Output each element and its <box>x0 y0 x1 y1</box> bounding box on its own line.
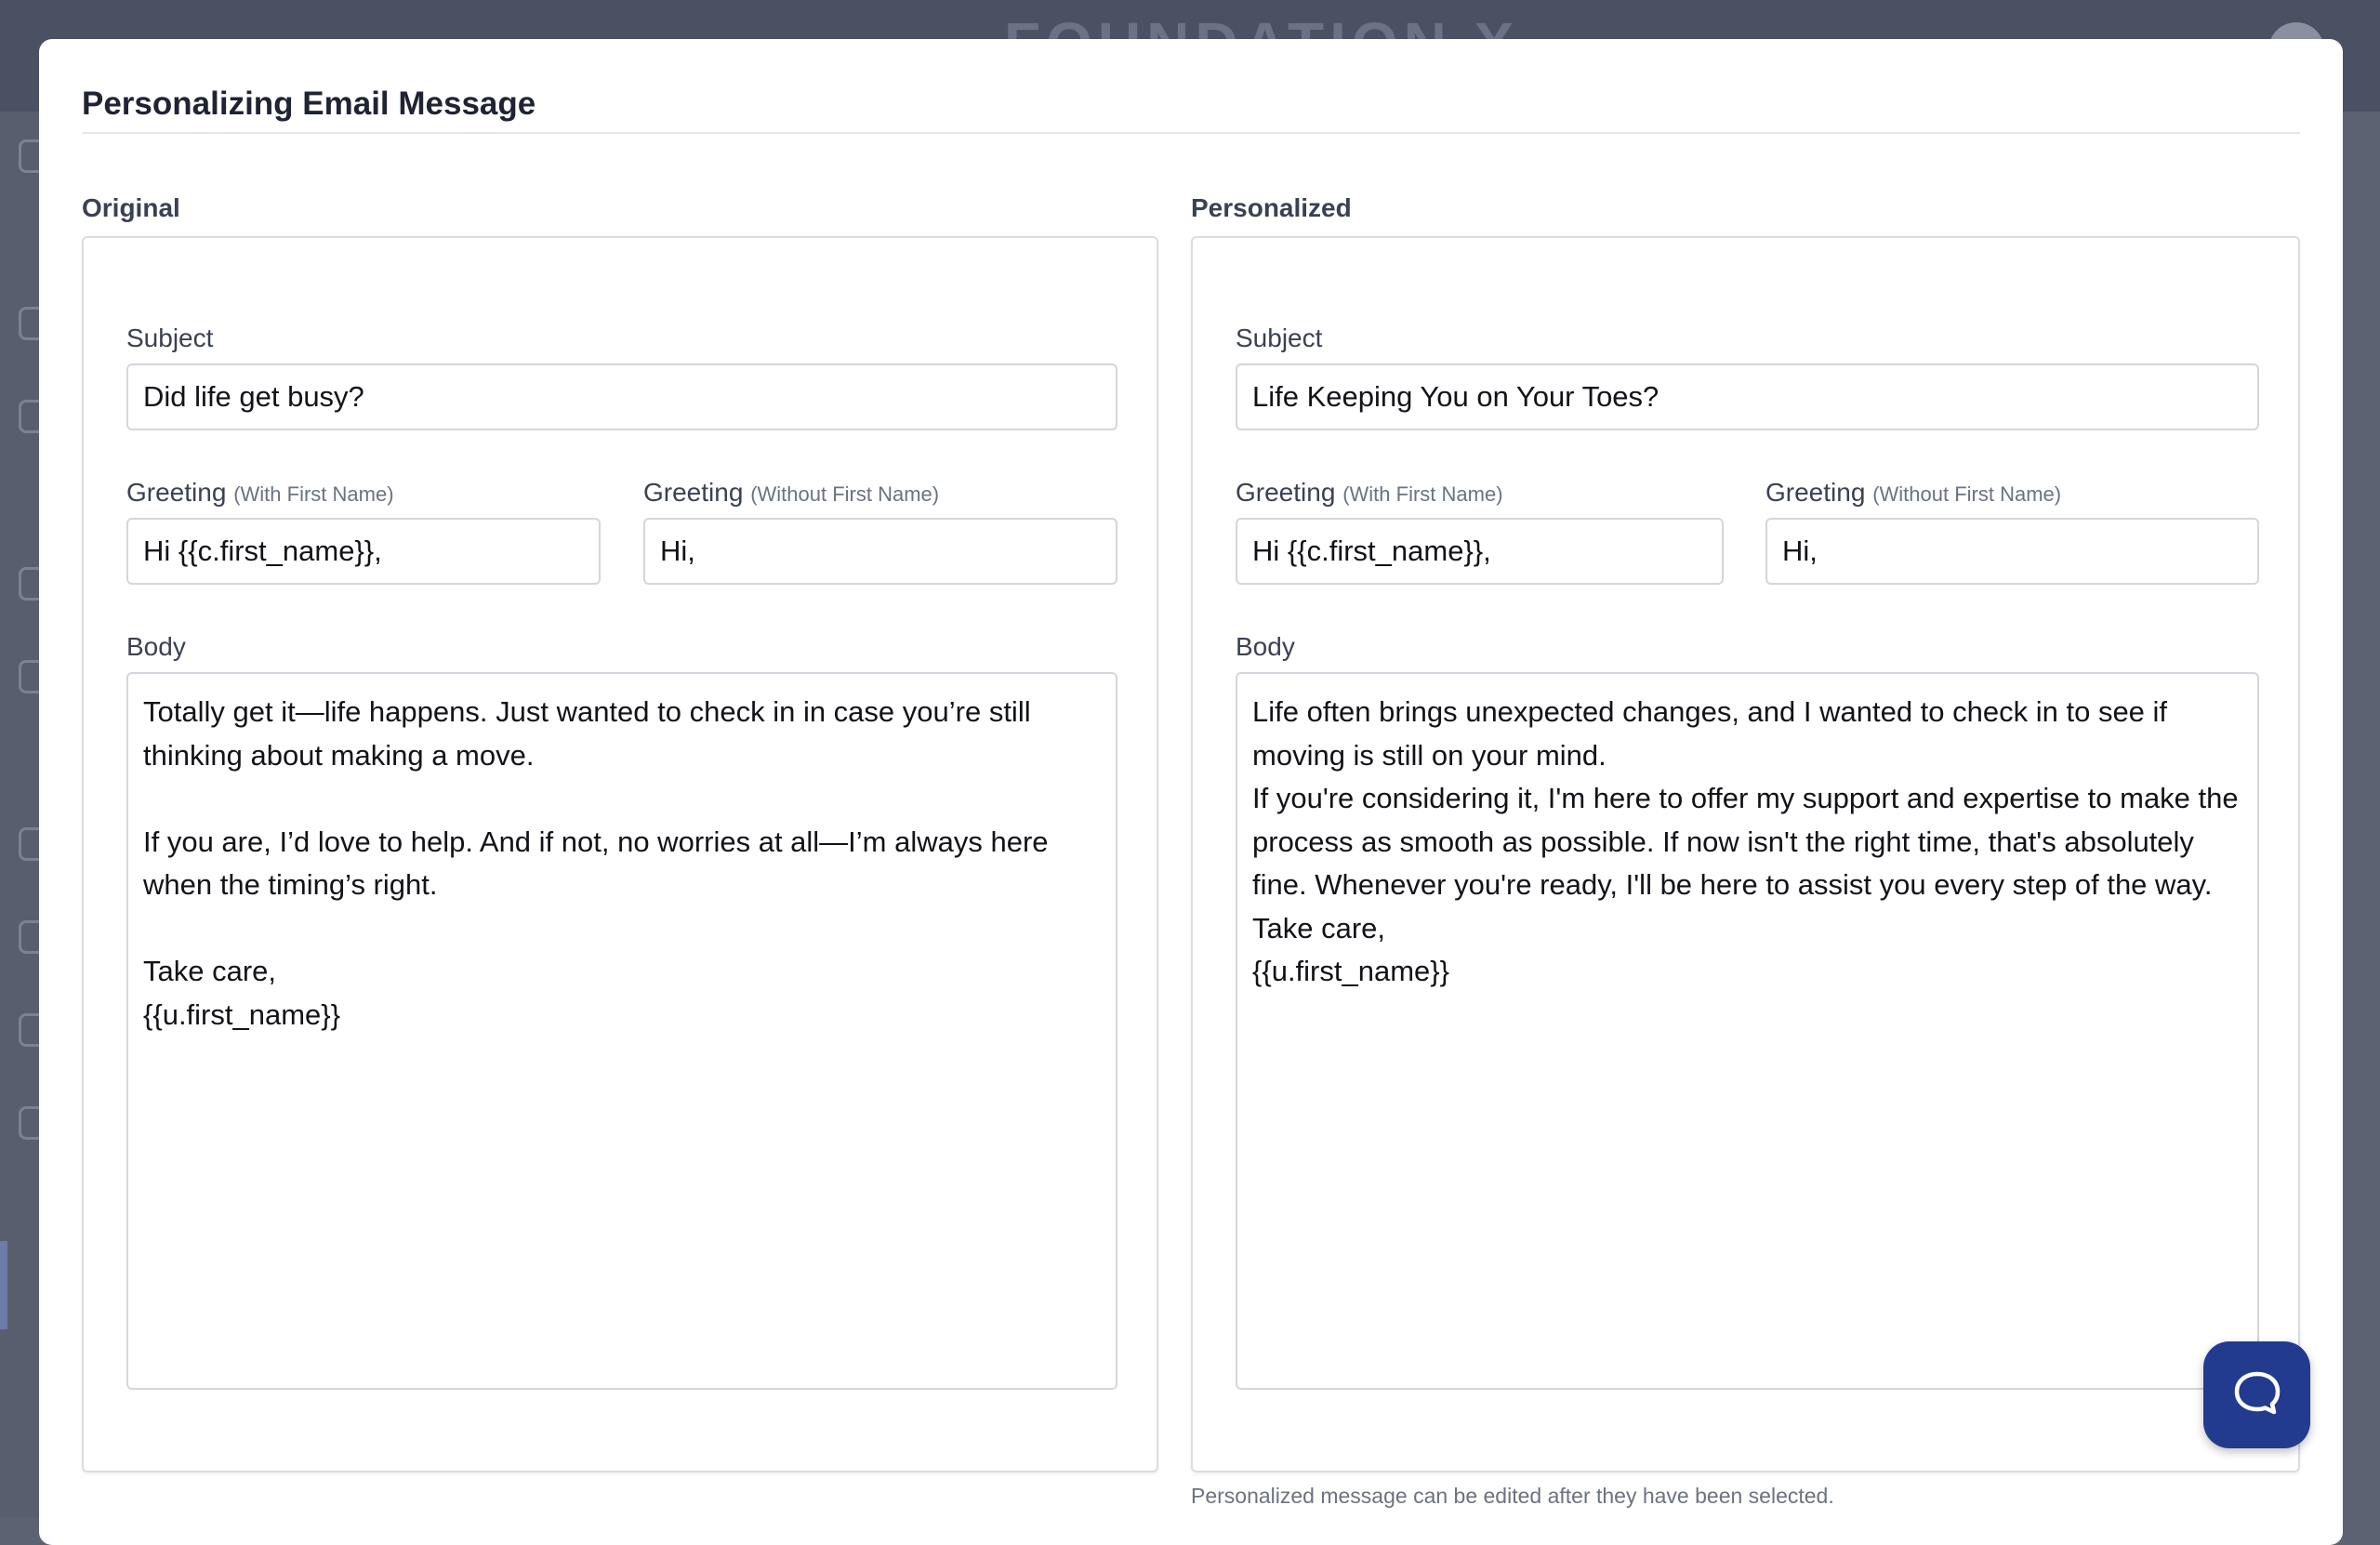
personalized-panel <box>1191 236 2300 1472</box>
original-greeting-with-input[interactable]: Hi {{c.first_name}}, <box>126 518 601 585</box>
chat-support-button[interactable] <box>2203 1341 2310 1448</box>
sidebar-active-indicator <box>0 1241 7 1329</box>
personalized-column-label: Personalized <box>1191 193 1352 222</box>
original-body-label: Body <box>126 632 186 661</box>
original-panel <box>82 236 1158 1472</box>
original-greeting-without-label-text: Greeting <box>643 478 744 507</box>
original-column-label: Original <box>82 193 180 222</box>
original-subject-label: Subject <box>126 324 214 352</box>
personalized-footnote: Personalized message can be edited after they have been selected. <box>1191 1484 1834 1508</box>
personalized-greeting-without-label-text: Greeting <box>1765 478 1866 507</box>
modal-divider <box>82 132 2300 134</box>
personalized-subject-label: Subject <box>1236 324 1323 352</box>
modal-title: Personalizing Email Message <box>82 86 536 122</box>
personalized-greeting-with-label <box>1236 478 1503 508</box>
original-greeting-with-sublabel: (With First Name) <box>233 482 394 506</box>
personalized-greeting-without-input[interactable]: Hi, <box>1765 518 2259 585</box>
personalized-greeting-with-sublabel: (With First Name) <box>1342 482 1503 506</box>
original-greeting-without-sublabel: (Without First Name) <box>750 482 940 506</box>
personalized-body-textarea[interactable]: Life often brings unexpected changes, and I wanted to check in to see if moving is still on your mind. If you're considering it, I'm here to offer my support and expertise to make the process as smooth as possible. If now isn't the right time, that's absolutely fine. Whenever you're ready, I'll be here to assist you every step of the way. Take care, {{u.first_name}} <box>1236 672 2259 1390</box>
personalize-email-modal <box>39 39 2343 1545</box>
personalized-greeting-with-label-text: Greeting <box>1236 478 1336 507</box>
personalized-subject-input[interactable]: Life Keeping You on Your Toes? <box>1236 363 2259 430</box>
original-greeting-without-label <box>643 478 939 508</box>
personalized-greeting-without-label <box>1765 478 2061 508</box>
original-greeting-with-label-text: Greeting <box>126 478 227 507</box>
original-body-textarea[interactable]: Totally get it—life happens. Just wanted to check in in case you’re still thinking about making a move. If you are, I’d love to help. And if not, no worries at all—I’m always here when the timing’s right. Take care, {{u.first_name}} <box>126 672 1117 1390</box>
original-subject-input[interactable]: Did life get busy? <box>126 363 1117 430</box>
personalized-body-label: Body <box>1236 632 1295 661</box>
chat-bubble-icon <box>2231 1367 2283 1423</box>
personalized-greeting-with-input[interactable]: Hi {{c.first_name}}, <box>1236 518 1724 585</box>
original-greeting-with-label <box>126 478 394 508</box>
personalized-greeting-without-sublabel: (Without First Name) <box>1872 482 2062 506</box>
original-greeting-without-input[interactable]: Hi, <box>643 518 1117 585</box>
